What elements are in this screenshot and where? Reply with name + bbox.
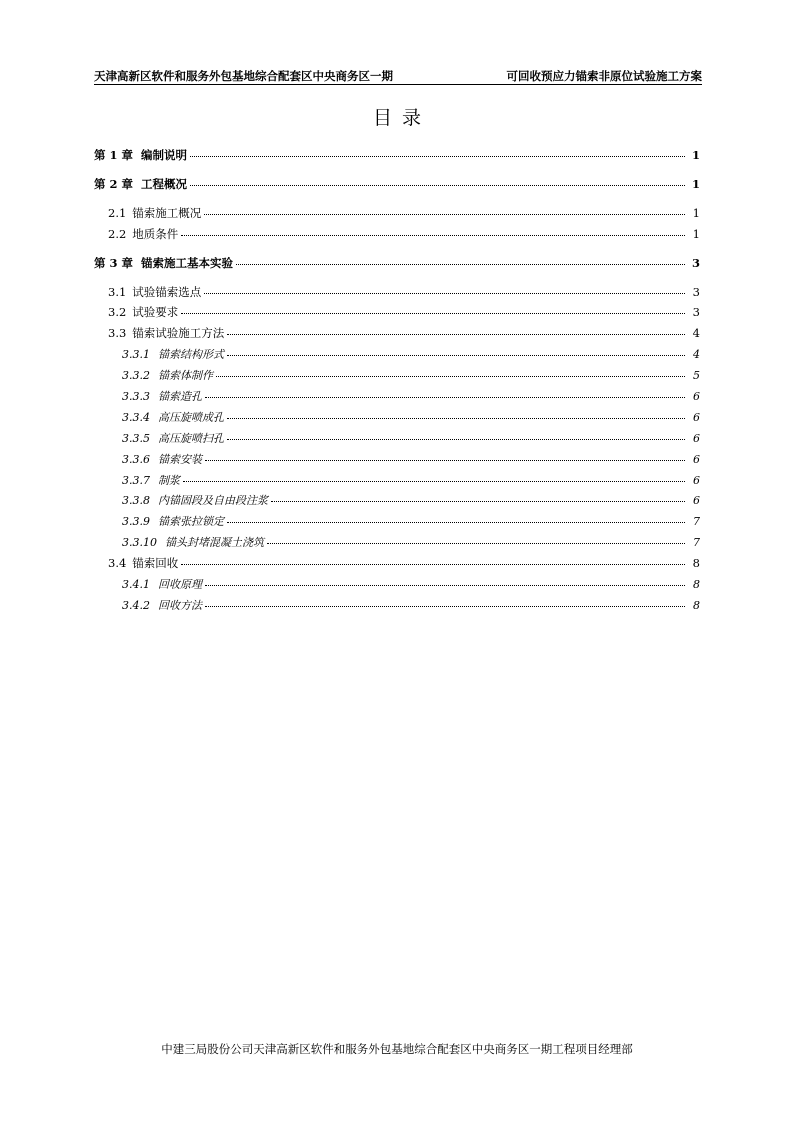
toc-entry-page: 6 (693, 494, 700, 507)
toc-entry-page: 4 (692, 326, 700, 340)
toc-entry-number: 3.3.4 (122, 411, 150, 424)
toc-entry-3-3-8[interactable] (94, 492, 700, 508)
toc-entry-page: 3 (692, 305, 700, 319)
toc-entry-text: 工程概况 (141, 177, 188, 191)
toc-entry-page: 6 (693, 432, 700, 445)
toc-entry-number: 2.2 (108, 227, 127, 241)
toc-entry-text: 锚索结构形式 (158, 348, 224, 361)
toc-entry-page: 1 (691, 177, 700, 191)
toc-entry-number: 第 3 章 (94, 256, 134, 270)
toc-entry-number: 3.3.1 (122, 348, 150, 361)
toc-entry-number: 第 1 章 (94, 148, 134, 162)
toc-entry-text: 回收原理 (158, 578, 202, 591)
toc-entry-3-4-2[interactable] (94, 597, 700, 613)
toc-dot-leader (204, 214, 685, 215)
toc-entry-text: 锚索回收 (132, 556, 179, 570)
toc-entry-3-2[interactable] (94, 304, 700, 320)
page-header (94, 66, 702, 85)
toc-entry-3-3-7[interactable] (94, 472, 700, 488)
toc-entry-page: 8 (692, 556, 700, 570)
toc-entry-page: 1 (692, 206, 700, 220)
toc-entry-page: 7 (693, 515, 700, 528)
toc-entry-number: 3.3 (108, 326, 127, 340)
toc-entry-3-1[interactable] (94, 284, 700, 300)
toc-dot-leader (183, 481, 685, 482)
toc-dot-leader (227, 418, 685, 419)
toc-entry-page: 3 (692, 285, 700, 299)
toc-entry-3-3-6[interactable] (94, 451, 700, 467)
toc-entry-text: 锚索体制作 (158, 369, 213, 382)
toc-entry-page: 5 (693, 369, 700, 382)
toc-entry-page: 4 (693, 348, 700, 361)
toc-entry-page: 3 (691, 256, 700, 270)
toc-dot-leader (205, 585, 685, 586)
toc-entry-page: 6 (693, 453, 700, 466)
toc-entry-page: 1 (691, 148, 700, 162)
toc-entry-text: 高压旋喷扫孔 (158, 432, 224, 445)
toc-dot-leader (205, 460, 685, 461)
toc-dot-leader (181, 313, 685, 314)
toc-dot-leader (271, 501, 685, 502)
toc-dot-leader (227, 522, 685, 523)
toc-entry-number: 第 2 章 (94, 177, 134, 191)
toc-entry-text: 锚头封堵混凝土浇筑 (165, 536, 264, 549)
toc-dot-leader (267, 543, 685, 544)
toc-entry-number: 3.3.5 (122, 432, 150, 445)
toc-dot-leader (181, 235, 685, 236)
toc-dot-leader (205, 606, 685, 607)
toc-dot-leader (236, 264, 685, 265)
toc-entry-text: 试验锚索选点 (132, 285, 202, 299)
toc-dot-leader (227, 439, 685, 440)
toc-entry-3-3-5[interactable] (94, 430, 700, 446)
toc-entry-page: 7 (693, 536, 700, 549)
toc-entry-number: 3.1 (108, 285, 127, 299)
toc-dot-leader (204, 293, 685, 294)
toc-entry-text: 锚索造孔 (158, 390, 202, 403)
toc-entry-2-1[interactable] (94, 205, 700, 221)
toc-entry-number: 3.3.10 (122, 536, 157, 549)
toc-entry-3-3-4[interactable] (94, 409, 700, 425)
toc-dot-leader (181, 564, 685, 565)
toc-entry-text: 编制说明 (141, 148, 188, 162)
toc-entry-number: 3.4 (108, 556, 127, 570)
toc-entry-page: 6 (693, 474, 700, 487)
toc-entry-text: 制浆 (158, 474, 180, 487)
toc-entry-text: 锚索安装 (158, 453, 202, 466)
toc-entry-page: 8 (693, 578, 700, 591)
toc-entry-text: 锚索施工基本实验 (141, 256, 234, 270)
toc-entry-3-3-1[interactable] (94, 346, 700, 362)
toc-entry-number: 3.3.3 (122, 390, 150, 403)
toc-entry-2-2[interactable] (94, 226, 700, 242)
toc-entry-page: 6 (693, 411, 700, 424)
toc-entry-text: 回收方法 (158, 599, 202, 612)
toc-dot-leader (190, 156, 685, 157)
toc-entry-text: 试验要求 (132, 305, 179, 319)
toc-entry-3-4[interactable] (94, 555, 700, 571)
toc-entry-3-3-3[interactable] (94, 388, 700, 404)
toc-entry-chapter-2[interactable] (94, 176, 700, 192)
toc-entry-number: 3.4.1 (122, 578, 150, 591)
toc-entry-number: 3.3.2 (122, 369, 150, 382)
toc-entry-chapter-1[interactable] (94, 147, 700, 163)
toc-entry-number: 3.3.6 (122, 453, 150, 466)
toc-entry-page: 8 (693, 599, 700, 612)
toc-entry-text: 内锚固段及自由段注浆 (158, 494, 268, 507)
toc-dot-leader (205, 397, 685, 398)
toc-entry-page: 6 (693, 390, 700, 403)
toc-entry-chapter-3[interactable] (94, 255, 700, 271)
header-document-name: 可回收预应力锚索非原位试验施工方案 (506, 69, 702, 83)
toc-entry-number: 3.2 (108, 305, 127, 319)
toc-entry-number: 3.3.9 (122, 515, 150, 528)
toc-dot-leader (190, 185, 685, 186)
toc-entry-text: 地质条件 (132, 227, 179, 241)
toc-entry-3-4-1[interactable] (94, 576, 700, 592)
toc-entry-3-3-9[interactable] (94, 513, 700, 529)
toc-entry-3-3-2[interactable] (94, 367, 700, 383)
toc-entry-text: 锚索张拉锁定 (158, 515, 224, 528)
page-footer: 中建三局股份公司天津高新区软件和服务外包基地综合配套区中央商务区一期工程项目经理部 (161, 1042, 633, 1056)
toc-entry-page: 1 (692, 227, 700, 241)
toc-entry-3-3-10[interactable] (94, 534, 700, 550)
toc-dot-leader (227, 355, 685, 356)
toc-entry-number: 3.4.2 (122, 599, 150, 612)
toc-entry-text: 锚索试验施工方法 (132, 326, 225, 340)
toc-entry-number: 3.3.8 (122, 494, 150, 507)
toc-dot-leader (227, 334, 685, 335)
toc-dot-leader (216, 376, 685, 377)
toc-entry-3-3[interactable] (94, 325, 700, 341)
toc-entry-text: 锚索施工概况 (132, 206, 202, 220)
header-project-name: 天津高新区软件和服务外包基地综合配套区中央商务区一期 (94, 69, 393, 83)
toc-entry-text: 高压旋喷成孔 (158, 411, 224, 424)
toc-entry-number: 3.3.7 (122, 474, 150, 487)
toc-title: 目录 (372, 107, 431, 129)
toc-entry-number: 2.1 (108, 206, 127, 220)
